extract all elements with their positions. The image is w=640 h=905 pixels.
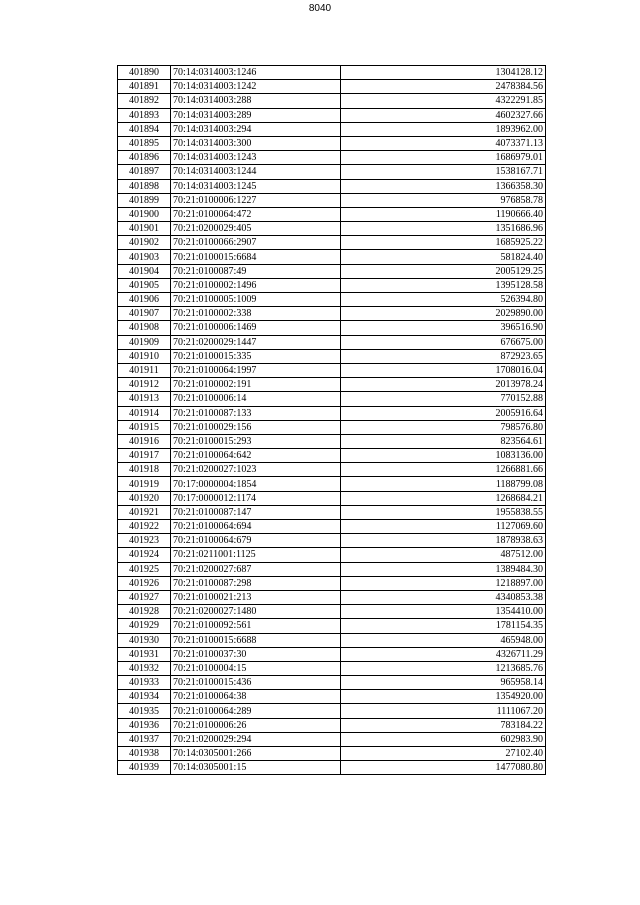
cadastral-number-cell: 70:21:0100066:2907 [171, 236, 341, 250]
cadastral-value-cell: 4322291.85 [341, 94, 546, 108]
cadastral-value-cell: 1351686.96 [341, 222, 546, 236]
row-id-cell: 401919 [118, 477, 171, 491]
row-id-cell: 401914 [118, 406, 171, 420]
cadastral-number-cell: 70:21:0100029:156 [171, 420, 341, 434]
cadastral-value-cell: 2478384.56 [341, 80, 546, 94]
cadastral-value-cell: 1111067.20 [341, 704, 546, 718]
cadastral-value-cell: 27102.40 [341, 747, 546, 761]
cadastral-value-cell: 1708016.04 [341, 363, 546, 377]
cadastral-number-cell: 70:21:0100087:147 [171, 505, 341, 519]
table-row [118, 449, 546, 463]
cadastral-number-cell: 70:14:0314003:288 [171, 94, 341, 108]
cadastral-value-cell: 783184.22 [341, 718, 546, 732]
table-row [118, 406, 546, 420]
table-row [118, 661, 546, 675]
table-row [118, 576, 546, 590]
cadastral-number-cell: 70:21:0200027:1023 [171, 463, 341, 477]
cadastral-value-cell: 1395128.58 [341, 278, 546, 292]
row-id-cell: 401903 [118, 250, 171, 264]
row-id-cell: 401921 [118, 505, 171, 519]
row-id-cell: 401916 [118, 434, 171, 448]
cadastral-number-cell: 70:21:0100002:191 [171, 378, 341, 392]
cadastral-value-cell: 1218897.00 [341, 576, 546, 590]
cadastral-number-cell: 70:21:0100015:293 [171, 434, 341, 448]
cadastral-value-cell: 1213685.76 [341, 661, 546, 675]
table-row [118, 278, 546, 292]
cadastral-number-cell: 70:21:0200027:1480 [171, 605, 341, 619]
table-row [118, 491, 546, 505]
cadastral-number-cell: 70:21:0100004:15 [171, 661, 341, 675]
cadastral-number-cell: 70:21:0100087:49 [171, 264, 341, 278]
table-row [118, 165, 546, 179]
table-row [118, 477, 546, 491]
cadastral-value-cell: 1354920.00 [341, 690, 546, 704]
cadastral-value-cell: 465948.00 [341, 633, 546, 647]
cadastral-number-cell: 70:14:0314003:1244 [171, 165, 341, 179]
row-id-cell: 401912 [118, 378, 171, 392]
cadastral-value-cell: 1268684.21 [341, 491, 546, 505]
row-id-cell: 401896 [118, 151, 171, 165]
cadastral-number-cell: 70:21:0100087:133 [171, 406, 341, 420]
table-row [118, 534, 546, 548]
table-row [118, 236, 546, 250]
table-row [118, 761, 546, 775]
table-row [118, 80, 546, 94]
cadastral-number-cell: 70:21:0100064:694 [171, 520, 341, 534]
cadastral-value-cell: 1366358.30 [341, 179, 546, 193]
table-row [118, 108, 546, 122]
table-row [118, 250, 546, 264]
table-row [118, 207, 546, 221]
row-id-cell: 401930 [118, 633, 171, 647]
row-id-cell: 401894 [118, 122, 171, 136]
row-id-cell: 401920 [118, 491, 171, 505]
table-row [118, 420, 546, 434]
row-id-cell: 401937 [118, 732, 171, 746]
cadastral-number-cell: 70:21:0100064:289 [171, 704, 341, 718]
cadastral-number-cell: 70:14:0314003:300 [171, 136, 341, 150]
cadastral-value-cell: 976858.78 [341, 193, 546, 207]
row-id-cell: 401935 [118, 704, 171, 718]
cadastral-value-cell: 4073371.13 [341, 136, 546, 150]
table-row [118, 179, 546, 193]
cadastral-number-cell: 70:21:0100015:6688 [171, 633, 341, 647]
table-row [118, 590, 546, 604]
cadastral-value-cell: 1266881.66 [341, 463, 546, 477]
cadastral-number-cell: 70:21:0200029:1447 [171, 335, 341, 349]
row-id-cell: 401897 [118, 165, 171, 179]
cadastral-value-cell: 1389484.30 [341, 562, 546, 576]
table-row [118, 548, 546, 562]
row-id-cell: 401922 [118, 520, 171, 534]
table-row [118, 122, 546, 136]
cadastral-value-cell: 1781154.35 [341, 619, 546, 633]
row-id-cell: 401907 [118, 307, 171, 321]
table-row [118, 718, 546, 732]
table-row [118, 463, 546, 477]
cadastral-value-cell: 396516.90 [341, 321, 546, 335]
cadastral-number-cell: 70:21:0100006:1227 [171, 193, 341, 207]
cadastral-value-cell: 1878938.63 [341, 534, 546, 548]
row-id-cell: 401925 [118, 562, 171, 576]
cadastral-value-cell: 2029890.00 [341, 307, 546, 321]
cadastral-number-cell: 70:14:0314003:1245 [171, 179, 341, 193]
row-id-cell: 401924 [118, 548, 171, 562]
row-id-cell: 401915 [118, 420, 171, 434]
cadastral-number-cell: 70:14:0314003:1243 [171, 151, 341, 165]
cadastral-value-cell: 602983.90 [341, 732, 546, 746]
cadastral-value-cell: 4602327.66 [341, 108, 546, 122]
cadastral-value-table [117, 65, 546, 775]
cadastral-value-cell: 1685925.22 [341, 236, 546, 250]
cadastral-value-cell: 1477080.80 [341, 761, 546, 775]
row-id-cell: 401913 [118, 392, 171, 406]
cadastral-value-cell: 1538167.71 [341, 165, 546, 179]
table-row [118, 562, 546, 576]
row-id-cell: 401904 [118, 264, 171, 278]
cadastral-number-cell: 70:21:0100005:1009 [171, 293, 341, 307]
cadastral-value-cell: 1354410.00 [341, 605, 546, 619]
cadastral-value-cell: 770152.88 [341, 392, 546, 406]
cadastral-value-cell: 1188799.08 [341, 477, 546, 491]
cadastral-value-cell: 1127069.60 [341, 520, 546, 534]
table-row [118, 293, 546, 307]
cadastral-value-cell: 1304128.12 [341, 66, 546, 80]
row-id-cell: 401933 [118, 676, 171, 690]
table-row [118, 136, 546, 150]
row-id-cell: 401906 [118, 293, 171, 307]
cadastral-number-cell: 70:21:0100015:6684 [171, 250, 341, 264]
row-id-cell: 401934 [118, 690, 171, 704]
row-id-cell: 401892 [118, 94, 171, 108]
cadastral-value-cell: 1893962.00 [341, 122, 546, 136]
table-row [118, 264, 546, 278]
table-row [118, 505, 546, 519]
cadastral-value-cell: 581824.40 [341, 250, 546, 264]
page-number: 8040 [308, 3, 332, 14]
table-row [118, 704, 546, 718]
cadastral-number-cell: 70:21:0100037:30 [171, 647, 341, 661]
table-row [118, 94, 546, 108]
row-id-cell: 401928 [118, 605, 171, 619]
cadastral-number-cell: 70:21:0100002:338 [171, 307, 341, 321]
table-row [118, 193, 546, 207]
row-id-cell: 401891 [118, 80, 171, 94]
cadastral-number-cell: 70:21:0100092:561 [171, 619, 341, 633]
row-id-cell: 401932 [118, 661, 171, 675]
row-id-cell: 401939 [118, 761, 171, 775]
row-id-cell: 401936 [118, 718, 171, 732]
cadastral-value-cell: 1083136.00 [341, 449, 546, 463]
cadastral-value-cell: 798576.80 [341, 420, 546, 434]
cadastral-number-cell: 70:21:0100064:472 [171, 207, 341, 221]
cadastral-number-cell: 70:14:0305001:15 [171, 761, 341, 775]
cadastral-number-cell: 70:14:0314003:1246 [171, 66, 341, 80]
table-row [118, 732, 546, 746]
table-row [118, 605, 546, 619]
cadastral-number-cell: 70:21:0200029:294 [171, 732, 341, 746]
cadastral-number-cell: 70:14:0314003:294 [171, 122, 341, 136]
table-row [118, 363, 546, 377]
table-row [118, 349, 546, 363]
cadastral-number-cell: 70:21:0100064:679 [171, 534, 341, 548]
cadastral-number-cell: 70:14:0305001:266 [171, 747, 341, 761]
row-id-cell: 401899 [118, 193, 171, 207]
cadastral-number-cell: 70:21:0100087:298 [171, 576, 341, 590]
row-id-cell: 401938 [118, 747, 171, 761]
row-id-cell: 401911 [118, 363, 171, 377]
table-row [118, 434, 546, 448]
row-id-cell: 401902 [118, 236, 171, 250]
cadastral-number-cell: 70:14:0314003:289 [171, 108, 341, 122]
row-id-cell: 401908 [118, 321, 171, 335]
table-body [118, 66, 546, 775]
table-row [118, 222, 546, 236]
table-row [118, 633, 546, 647]
row-id-cell: 401910 [118, 349, 171, 363]
cadastral-value-cell: 965958.14 [341, 676, 546, 690]
cadastral-value-cell: 526394.80 [341, 293, 546, 307]
cadastral-value-cell: 2005916.64 [341, 406, 546, 420]
row-id-cell: 401901 [118, 222, 171, 236]
table-row [118, 676, 546, 690]
cadastral-number-cell: 70:17:0000012:1174 [171, 491, 341, 505]
cadastral-number-cell: 70:21:0200027:687 [171, 562, 341, 576]
cadastral-value-cell: 1686979.01 [341, 151, 546, 165]
table-row [118, 151, 546, 165]
row-id-cell: 401898 [118, 179, 171, 193]
cadastral-number-cell: 70:21:0100006:1469 [171, 321, 341, 335]
row-id-cell: 401909 [118, 335, 171, 349]
cadastral-number-cell: 70:21:0100064:1997 [171, 363, 341, 377]
table-row [118, 690, 546, 704]
cadastral-value-cell: 2013978.24 [341, 378, 546, 392]
cadastral-number-cell: 70:21:0100064:38 [171, 690, 341, 704]
row-id-cell: 401923 [118, 534, 171, 548]
row-id-cell: 401895 [118, 136, 171, 150]
table-row [118, 647, 546, 661]
row-id-cell: 401900 [118, 207, 171, 221]
cadastral-value-cell: 4340853.38 [341, 590, 546, 604]
cadastral-number-cell: 70:21:0200029:405 [171, 222, 341, 236]
table-row [118, 321, 546, 335]
row-id-cell: 401893 [118, 108, 171, 122]
cadastral-value-cell: 1955838.55 [341, 505, 546, 519]
table-row [118, 378, 546, 392]
cadastral-number-cell: 70:21:0100002:1496 [171, 278, 341, 292]
row-id-cell: 401931 [118, 647, 171, 661]
table-row [118, 307, 546, 321]
cadastral-value-cell: 2005129.25 [341, 264, 546, 278]
cadastral-value-cell: 1190666.40 [341, 207, 546, 221]
table-row [118, 747, 546, 761]
row-id-cell: 401917 [118, 449, 171, 463]
row-id-cell: 401929 [118, 619, 171, 633]
row-id-cell: 401927 [118, 590, 171, 604]
row-id-cell: 401905 [118, 278, 171, 292]
table-row [118, 66, 546, 80]
cadastral-number-cell: 70:14:0314003:1242 [171, 80, 341, 94]
cadastral-number-cell: 70:21:0100064:642 [171, 449, 341, 463]
table-row [118, 335, 546, 349]
row-id-cell: 401918 [118, 463, 171, 477]
cadastral-number-cell: 70:17:0000004:1854 [171, 477, 341, 491]
row-id-cell: 401926 [118, 576, 171, 590]
cadastral-number-cell: 70:21:0211001:1125 [171, 548, 341, 562]
cadastral-number-cell: 70:21:0100021:213 [171, 590, 341, 604]
cadastral-value-cell: 4326711.29 [341, 647, 546, 661]
cadastral-number-cell: 70:21:0100015:335 [171, 349, 341, 363]
cadastral-value-cell: 487512.00 [341, 548, 546, 562]
cadastral-value-cell: 823564.61 [341, 434, 546, 448]
cadastral-number-cell: 70:21:0100015:436 [171, 676, 341, 690]
table-row [118, 520, 546, 534]
cadastral-value-cell: 872923.65 [341, 349, 546, 363]
table-row [118, 619, 546, 633]
table-row [118, 392, 546, 406]
cadastral-number-cell: 70:21:0100006:14 [171, 392, 341, 406]
row-id-cell: 401890 [118, 66, 171, 80]
cadastral-value-cell: 676675.00 [341, 335, 546, 349]
cadastral-number-cell: 70:21:0100006:26 [171, 718, 341, 732]
